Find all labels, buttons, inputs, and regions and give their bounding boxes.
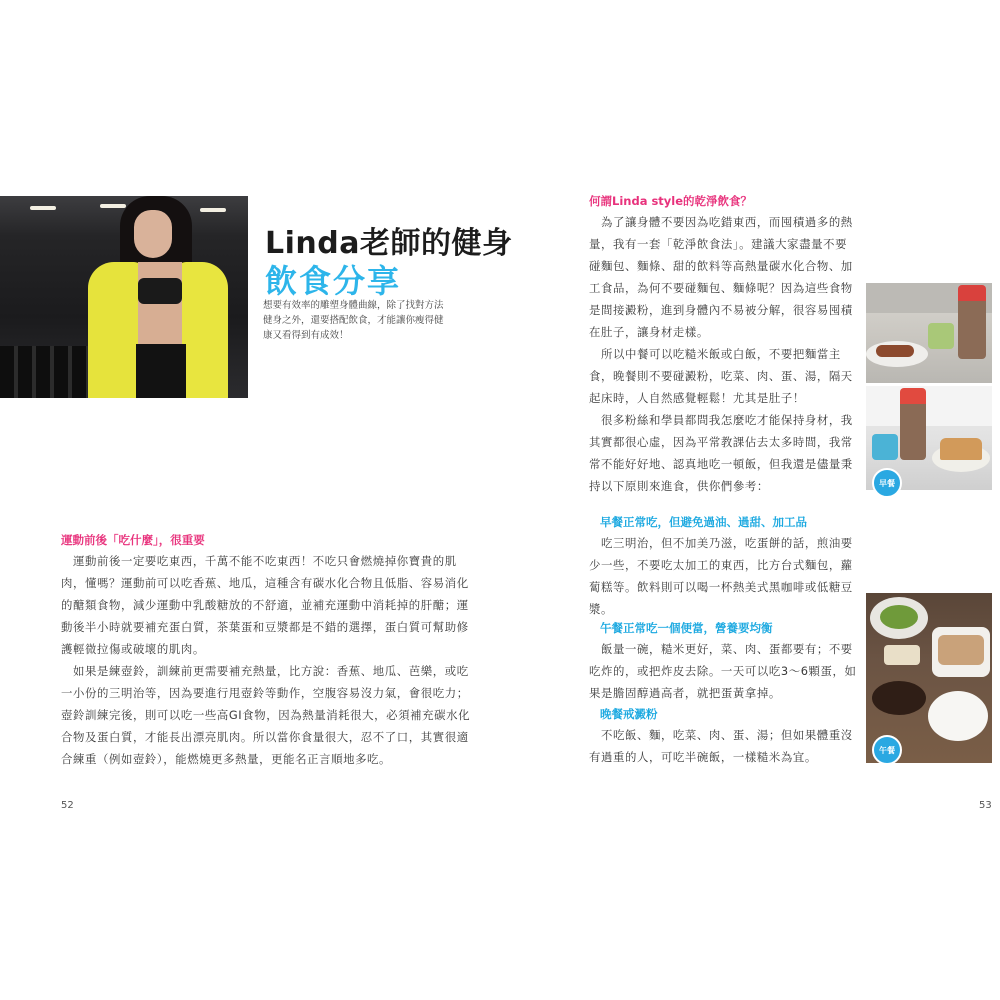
body-line: 食，晚餐則不要碰澱粉，吃菜、肉、蛋、湯，隔天: [589, 369, 853, 383]
body-line: 不吃飯、麵，吃菜、肉、蛋、湯；但如果體重沒: [589, 728, 853, 742]
ceiling-light: [200, 208, 226, 212]
body-line: 果是膽固醇過高者，就把蛋黃拿掉。: [589, 686, 781, 700]
soup-bowl-shape: [872, 681, 926, 715]
breakfast-text: [589, 535, 859, 625]
page-number-left: 52: [61, 800, 74, 811]
body-line: 運動前後一定要吃東西，千萬不能不吃東西！不吃只會燃燒掉你寶貴的肌: [61, 554, 457, 568]
breakfast-badge: 早餐: [872, 468, 902, 498]
body-line: 吃炸的，或把炸皮去除。一天可以吃3～6顆蛋，如: [589, 664, 857, 678]
left-body-text: [61, 553, 471, 773]
body-line: 漿。: [589, 602, 613, 616]
page-title: Linda老師的健身: [265, 226, 513, 261]
body-line: 如果是練壺鈴，訓練前更需要補充熱量，比方說：香蕉、地瓜、芭樂，或吃: [61, 664, 469, 678]
intro-line: 健身之外，還要搭配飲食，才能讓你瘦得健: [263, 315, 444, 326]
shaker-bottle: [958, 285, 986, 359]
body-line: 起床時，人自然感覺輕鬆！尤其是肚子！: [589, 391, 805, 405]
body-line: 所以中餐可以吃糙米飯或白飯，不要把麵當主: [589, 347, 841, 361]
lunch-badge: 午餐: [872, 735, 902, 765]
tofu-shape: [884, 645, 920, 665]
body-line: 有過重的人，可吃半碗飯，一樣糙米為宜。: [589, 750, 817, 764]
body-line: 的醣類食物，減少運動中乳酸糖放的不舒適，並補充運動中消耗掉的肝醣；運: [61, 598, 469, 612]
body-line: 是間接澱粉，進到身體內不易被分解，很容易囤積: [589, 303, 853, 317]
rice-bowl-shape: [928, 691, 988, 741]
pants-shape: [136, 344, 186, 398]
greens-shape: [880, 605, 918, 629]
body-line: 少一些，不要吃太加工的東西，比方台式麵包，蘿: [589, 558, 853, 572]
dinner-text: [589, 727, 859, 771]
body-line: 蔔糕等。飲料則可以喝一杯熱美式黑咖啡或低糖豆: [589, 580, 853, 594]
breakfast-heading: 早餐正常吃，但避免過油、過甜、加工品: [600, 515, 807, 529]
dumbbell-rack: [0, 346, 90, 398]
shaker-bottle: [900, 388, 926, 460]
body-line: 碰麵包、麵條、甜的飲料等高熱量碳水化合物、加: [589, 259, 853, 273]
lunch-text: [589, 641, 859, 707]
ceiling-light: [30, 206, 56, 210]
body-line: 量，我有一套「乾淨飲食法」。建議大家盡量不要: [589, 237, 848, 251]
wall-shape: [866, 386, 992, 426]
face-shape: [134, 210, 172, 258]
instructor-photo: [0, 196, 248, 398]
body-line: 動後半小時就要補充蛋白質，茶葉蛋和豆漿都是不錯的選擇，蛋白質可幫助修: [61, 620, 469, 634]
right-intro-text: [589, 214, 859, 504]
food-shape: [876, 345, 914, 357]
main-heading: 何謂Linda style的乾淨飲食？: [589, 194, 753, 208]
sports-top-shape: [138, 278, 182, 304]
page-number-right: 53: [979, 800, 992, 811]
body-line: 肉，懂嗎？運動前可以吃香蕉、地瓜，這種含有碳水化合物且低脂、容易消化: [61, 576, 469, 590]
body-line: 很多粉絲和學員都問我怎麼吃才能保持身材，我: [589, 413, 853, 427]
mug-shape: [928, 323, 954, 349]
body-line: 持以下原則來進食，供你們參考：: [589, 479, 769, 493]
body-line: 壺鈴訓練完後，則可以吃一些高GI食物，因為熱量消耗很大，必須補充碳水化: [61, 708, 471, 722]
body-line: 其實都很心虛，因為平常教課佔去太多時間，我常: [589, 435, 853, 449]
section-heading: 運動前後「吃什麼」，很重要: [61, 533, 205, 547]
intro-text: [263, 301, 495, 341]
body-line: 吃三明治，但不加美乃滋，吃蛋餅的話，煎油要: [589, 536, 853, 550]
breakfast-photo-1: [866, 283, 992, 383]
food-shape: [938, 635, 984, 665]
intro-line: 想要有效率的雕塑身體曲線，除了找對方法: [263, 300, 444, 311]
mug-shape: [872, 434, 898, 460]
torso-shape: [138, 262, 182, 352]
page-subtitle: 飲食分享: [265, 262, 402, 300]
lunch-heading: 午餐正常吃一個便當，營養要均衡: [600, 621, 773, 635]
dinner-heading: 晚餐戒澱粉: [600, 707, 658, 721]
body-line: 為了讓身體不要因為吃錯東西，而囤積過多的熱: [589, 215, 853, 229]
ceiling-light: [100, 204, 126, 208]
body-line: 在肚子，讓身材走樣。: [589, 325, 709, 339]
body-line: 合練重（例如壺鈴），能燃燒更多熱量，更能名正言順地多吃。: [61, 752, 392, 766]
body-line: 合物及蛋白質，才能長出漂亮肌肉。所以當你食量很大，忍不了口，其實很適: [61, 730, 469, 744]
body-line: 工食品，為何不要碰麵包、麵條呢？因為這些食物: [589, 281, 853, 295]
sandwich-shape: [940, 438, 982, 460]
intro-line: 康又看得到有成效！: [263, 330, 349, 341]
body-line: 飯量一碗，糙米更好，菜、肉、蛋都要有；不要: [589, 642, 853, 656]
body-line: 常不能好好地、認真地吃一頓飯，但我還是儘量秉: [589, 457, 853, 471]
body-line: 護輕微拉傷或破壞的肌肉。: [61, 642, 205, 656]
body-line: 一小份的三明治等，因為要進行甩壺鈴等動作，空腹容易沒力氣，會很吃力；: [61, 686, 469, 700]
